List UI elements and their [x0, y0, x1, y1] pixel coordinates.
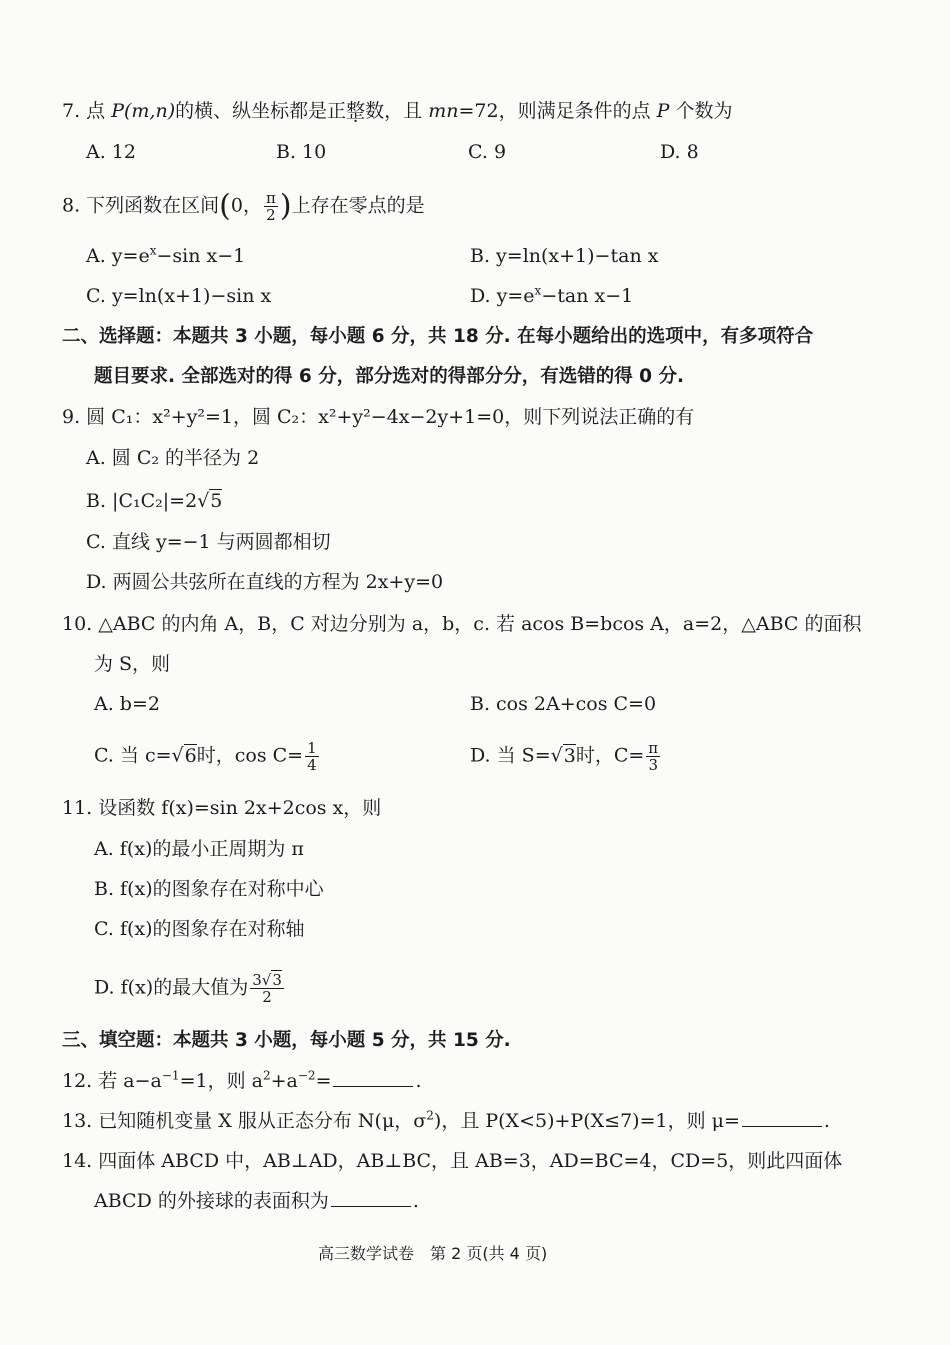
sqrt-sign: √	[550, 744, 563, 767]
q12-sup: 2	[262, 1068, 271, 1083]
q12-sup: −1	[161, 1068, 180, 1083]
q12-answer-blank[interactable]	[333, 1068, 413, 1087]
q10-c-radicand: 6	[184, 744, 197, 767]
q8-a-sup: x	[149, 243, 157, 258]
q12-sup: −2	[297, 1068, 316, 1083]
q9-option-c: C. 直线 y=−1 与两圆都相切	[86, 531, 331, 553]
q11-option-b: B. f(x)的图象存在对称中心	[94, 878, 324, 900]
q7-point: P(m,n)	[111, 100, 176, 122]
q13-period: .	[823, 1110, 830, 1132]
q8-option-d	[470, 282, 633, 310]
q7-text: 7. 点	[62, 100, 112, 122]
q8-d-text: D. y=e	[470, 285, 535, 307]
q11-d-num	[250, 972, 284, 989]
q11-option-a: A. f(x)的最小正周期为 π	[94, 838, 304, 860]
q8-option-c: C. y=ln(x+1)−sin x	[86, 285, 272, 307]
q13-stem	[62, 1107, 830, 1135]
q10-option-d	[470, 740, 662, 773]
q7-text: ，且	[384, 100, 429, 122]
q7-text: 个数为	[669, 100, 733, 122]
q13-text: 13. 已知随机变量 X 服从正态分布 N(μ，σ	[62, 1110, 427, 1132]
sqrt-sign: √	[171, 744, 184, 767]
q8-d-rest: −tan x−1	[541, 285, 634, 307]
q11-d-text: D. f(x)的最大值为	[94, 976, 249, 999]
section-3-heading: 三、填空题：本题共 3 小题，每小题 5 分，共 15 分.	[62, 1030, 511, 1051]
q8-d-sup: x	[534, 283, 542, 298]
q10-d-den: 3	[648, 756, 658, 774]
q14-period: .	[412, 1190, 419, 1212]
q11-option-d	[94, 972, 286, 1005]
q10-d-text: D. 当 S=	[470, 744, 551, 767]
q7-var: mn	[428, 100, 459, 122]
q9-stem: 9. 圆 C₁：x²+y²=1，圆 C₂：x²+y²−4x−2y+1=0，则下列说法正确的有	[62, 406, 695, 428]
q10-option-a: A. b=2	[94, 693, 160, 715]
q8-paren-right: )	[279, 188, 292, 224]
q11-d-den: 2	[262, 988, 272, 1006]
q10-d-num: π	[648, 739, 659, 757]
q7-emphasis	[327, 100, 384, 122]
q7-stem	[62, 97, 732, 125]
q13-text: )，且 P(X<5)+P(X≤7)=1，则 μ=	[433, 1110, 740, 1132]
page-footer: 高三数学试卷 第 2 页(共 4 页)	[318, 1244, 548, 1263]
q11-d-num-coef: 3	[252, 971, 262, 989]
q9-option-d: D. 两圆公共弦所在直线的方程为 2x+y=0	[86, 571, 444, 593]
q12-text: 12. 若 a−a	[62, 1070, 162, 1092]
q10-c-den: 4	[307, 756, 317, 774]
q10-c-fraction	[305, 740, 319, 773]
q8-fraction	[264, 190, 278, 223]
q12-text: +a	[270, 1070, 298, 1092]
q7-option-b: B. 10	[276, 141, 327, 163]
q7-text: 的横、纵坐标都是	[175, 100, 328, 122]
q7-emphasis-text: 正整数	[327, 100, 385, 122]
q8-interval: 0，	[230, 194, 262, 217]
q7-option-d: D. 8	[660, 141, 699, 163]
q9-option-a: A. 圆 C₂ 的半径为 2	[86, 447, 260, 469]
q10-d-radicand: 3	[563, 744, 576, 767]
q11-d-fraction	[250, 972, 284, 1005]
q12-period: .	[415, 1070, 422, 1092]
sqrt-sign: √	[197, 490, 210, 512]
q9-b-text: B. |C₁C₂|=2	[86, 490, 198, 512]
q8-a-rest: −sin x−1	[156, 245, 246, 267]
q10-c-text2: 时，cos C=	[196, 744, 304, 767]
section-2-heading: 二、选择题：本题共 3 小题，每小题 6 分，共 18 分. 在每小题给出的选项中，有多项符合	[62, 326, 814, 347]
q10-option-b: B. cos 2A+cos C=0	[470, 693, 657, 715]
q8-option-b: B. y=ln(x+1)−tan x	[470, 245, 659, 267]
q11-option-c: C. f(x)的图象存在对称轴	[94, 918, 305, 940]
q8-a-text: A. y=e	[86, 245, 150, 267]
q9-b-radicand: 5	[210, 490, 223, 512]
q10-c-text: C. 当 c=	[94, 744, 172, 767]
q8-text: 上存在零点的是	[291, 194, 425, 217]
q14-stem: 14. 四面体 ABCD 中，AB⊥AD，AB⊥BC，且 AB=3，AD=BC=4，CD=5，则此四面体	[62, 1150, 843, 1172]
q8-frac-num: π	[265, 189, 276, 207]
q12-stem	[62, 1067, 422, 1095]
q14-answer-blank[interactable]	[331, 1188, 411, 1207]
q8-paren-left: (	[219, 188, 231, 224]
q13-sup: 2	[426, 1108, 434, 1123]
q12-text: =1，则 a	[179, 1070, 263, 1092]
q8-text: 8. 下列函数在区间	[62, 194, 220, 217]
q7-option-a: A. 12	[86, 141, 136, 163]
sqrt-sign: √	[261, 971, 272, 989]
q7-option-c: C. 9	[468, 141, 507, 163]
q12-text: =	[315, 1070, 332, 1092]
q11-stem: 11. 设函数 f(x)=sin 2x+2cos x，则	[62, 797, 382, 819]
q11-d-radicand: 3	[272, 971, 282, 989]
q14-stem-cont	[94, 1187, 419, 1215]
q10-option-c	[94, 740, 321, 773]
q9-option-b	[86, 487, 222, 515]
q13-answer-blank[interactable]	[742, 1108, 822, 1127]
q8-stem	[62, 190, 425, 223]
q7-var: P	[656, 100, 670, 122]
q14-text: ABCD 的外接球的表面积为	[94, 1190, 329, 1212]
q7-text: =72，则满足条件的点	[458, 100, 657, 122]
section-2-heading-cont: 题目要求. 全部选对的得 6 分，部分选对的得部分分，有选错的得 0 分.	[94, 366, 685, 387]
q10-d-fraction	[646, 740, 660, 773]
q10-stem: 10. △ABC 的内角 A，B，C 对边分别为 a，b，c. 若 acos B=bcos A，a=2，△ABC 的面积	[62, 613, 862, 635]
q8-frac-den: 2	[266, 206, 276, 224]
q10-d-text2: 时，C=	[575, 744, 645, 767]
q10-stem-cont: 为 S，则	[94, 653, 171, 675]
q10-c-num: 1	[307, 739, 317, 757]
q8-option-a	[86, 242, 245, 270]
